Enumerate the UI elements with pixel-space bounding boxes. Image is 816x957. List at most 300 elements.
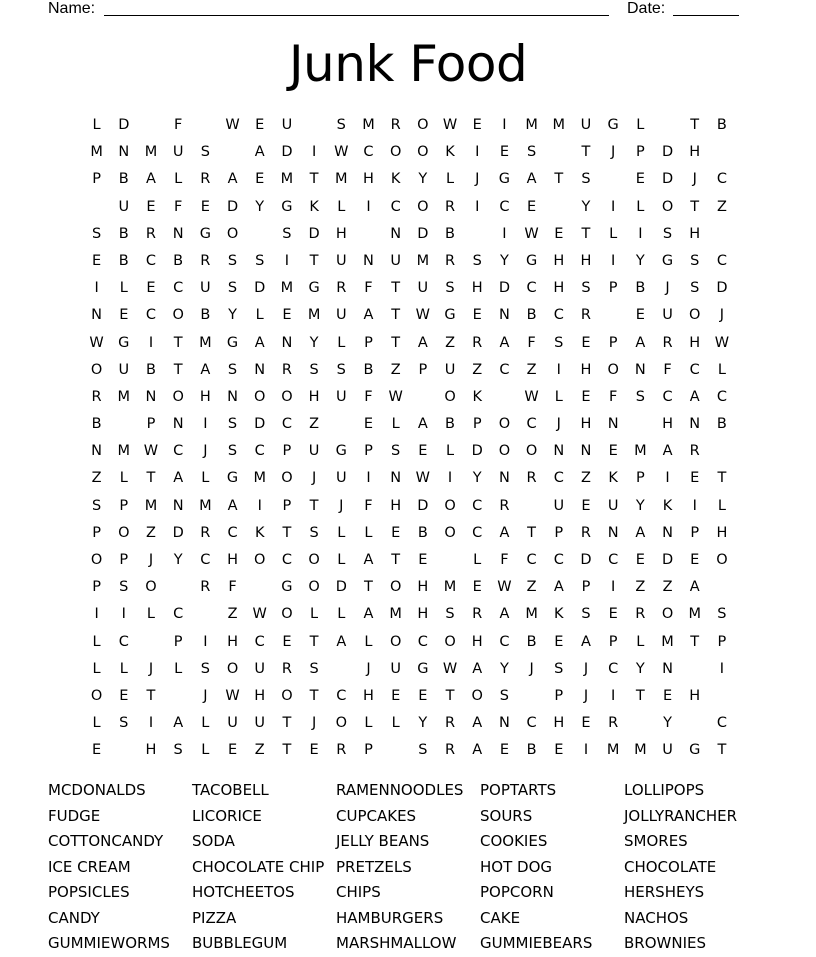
grid-cell[interactable]: U <box>227 715 238 732</box>
grid-cell[interactable]: Z <box>662 579 673 596</box>
grid-cell[interactable]: E <box>581 497 591 514</box>
grid-cell[interactable]: R <box>145 225 156 242</box>
grid-cell[interactable]: B <box>363 361 374 378</box>
grid-cell[interactable] <box>110 411 137 438</box>
grid-cell[interactable]: Z <box>390 361 401 378</box>
grid-cell[interactable]: N <box>662 660 673 677</box>
grid-cell[interactable]: T <box>391 334 401 351</box>
grid-cell[interactable]: P <box>92 579 101 596</box>
grid-cell[interactable] <box>600 166 627 193</box>
grid-cell[interactable]: P <box>282 497 292 514</box>
grid-cell[interactable]: L <box>391 715 400 732</box>
grid-cell[interactable]: E <box>146 198 156 215</box>
grid-cell[interactable]: E <box>282 633 292 650</box>
grid-cell[interactable]: N <box>145 388 157 405</box>
grid-cell[interactable]: W <box>497 579 512 596</box>
grid-cell[interactable]: D <box>661 171 674 188</box>
grid-cell[interactable]: E <box>690 552 700 568</box>
grid-cell[interactable]: U <box>390 660 401 677</box>
grid-cell[interactable]: R <box>200 252 211 269</box>
grid-cell[interactable]: E <box>635 171 645 188</box>
grid-cell[interactable]: E <box>690 470 700 487</box>
grid-cell[interactable]: J <box>665 280 670 297</box>
grid-cell[interactable]: Z <box>146 524 156 541</box>
grid-cell[interactable]: F <box>364 388 373 405</box>
grid-cell[interactable]: R <box>635 606 646 623</box>
grid-cell[interactable]: M <box>634 443 647 460</box>
grid-cell[interactable]: E <box>662 687 673 704</box>
grid-cell[interactable]: W <box>225 117 240 133</box>
grid-cell[interactable]: A <box>689 388 700 405</box>
grid-cell[interactable]: A <box>472 660 483 677</box>
grid-cell[interactable]: Z <box>526 579 537 596</box>
grid-cell[interactable]: T <box>717 470 727 487</box>
grid-cell[interactable]: R <box>390 117 401 133</box>
grid-cell[interactable]: M <box>389 606 402 623</box>
grid-cell[interactable]: F <box>228 579 237 596</box>
grid-cell[interactable]: P <box>690 524 700 541</box>
grid-cell[interactable]: O <box>335 715 347 732</box>
grid-cell[interactable]: J <box>692 171 697 188</box>
grid-cell[interactable]: M <box>661 633 674 650</box>
grid-cell[interactable]: H <box>199 388 211 405</box>
grid-cell[interactable]: C <box>173 443 184 460</box>
grid-cell[interactable]: O <box>389 633 402 650</box>
grid-cell[interactable]: O <box>498 443 511 460</box>
grid-cell[interactable]: E <box>527 198 537 215</box>
grid-cell[interactable]: K <box>662 497 673 514</box>
grid-cell[interactable]: A <box>689 579 700 596</box>
grid-cell[interactable]: E <box>608 443 618 460</box>
grid-cell[interactable]: U <box>281 117 293 133</box>
grid-cell[interactable]: U <box>118 198 130 215</box>
grid-cell[interactable]: U <box>662 307 673 324</box>
grid-cell[interactable]: D <box>254 280 266 297</box>
grid-cell[interactable]: R <box>499 497 510 514</box>
grid-cell[interactable]: D <box>471 443 483 460</box>
grid-cell[interactable]: T <box>690 117 700 133</box>
grid-cell[interactable]: C <box>254 443 265 460</box>
grid-cell[interactable]: M <box>606 742 620 759</box>
grid-cell[interactable]: Z <box>472 361 483 378</box>
grid-cell[interactable]: S <box>554 334 564 351</box>
grid-cell[interactable]: C <box>200 552 211 568</box>
grid-cell[interactable]: L <box>174 171 183 188</box>
grid-cell[interactable]: E <box>499 144 509 161</box>
grid-cell[interactable]: N <box>580 443 592 460</box>
grid-cell[interactable]: I <box>583 742 589 759</box>
grid-cell[interactable]: E <box>472 307 482 324</box>
grid-cell[interactable]: E <box>554 633 564 650</box>
grid-cell[interactable]: E <box>119 687 129 704</box>
grid-cell[interactable] <box>165 683 192 710</box>
grid-cell[interactable]: D <box>417 497 429 514</box>
grid-cell[interactable]: S <box>227 252 238 269</box>
grid-cell[interactable]: C <box>499 361 510 378</box>
grid-cell[interactable]: T <box>364 579 373 596</box>
grid-cell[interactable]: I <box>475 198 480 215</box>
grid-cell[interactable]: K <box>390 171 401 188</box>
grid-cell[interactable]: L <box>609 225 618 242</box>
grid-cell[interactable]: D <box>335 579 347 596</box>
grid-cell[interactable]: E <box>581 334 591 351</box>
grid-cell[interactable]: H <box>662 416 673 433</box>
grid-cell[interactable]: N <box>390 225 402 242</box>
grid-cell[interactable]: W <box>714 334 730 351</box>
grid-cell[interactable]: G <box>417 660 429 677</box>
grid-cell[interactable]: E <box>418 687 428 704</box>
grid-cell[interactable]: O <box>118 524 130 541</box>
grid-cell[interactable] <box>409 384 436 411</box>
grid-cell[interactable]: R <box>472 334 483 351</box>
grid-cell[interactable]: W <box>524 225 539 242</box>
grid-cell[interactable]: M <box>307 307 321 324</box>
grid-cell[interactable]: D <box>254 416 266 433</box>
grid-cell[interactable]: H <box>580 252 592 269</box>
grid-cell[interactable]: R <box>91 388 102 405</box>
grid-cell[interactable]: C <box>553 552 564 568</box>
grid-cell[interactable]: N <box>227 388 238 405</box>
grid-cell[interactable]: R <box>444 252 456 269</box>
grid-cell[interactable]: U <box>553 497 565 514</box>
grid-cell[interactable]: R <box>200 524 211 541</box>
grid-cell[interactable]: C <box>145 252 157 269</box>
grid-cell[interactable]: G <box>525 252 538 269</box>
grid-cell[interactable]: S <box>200 144 210 161</box>
grid-cell[interactable]: H <box>580 361 592 378</box>
grid-cell[interactable]: C <box>526 416 537 433</box>
grid-cell[interactable]: G <box>661 252 674 269</box>
grid-cell[interactable]: S <box>309 361 319 378</box>
grid-cell[interactable]: T <box>690 198 700 215</box>
grid-cell[interactable]: N <box>118 144 130 161</box>
grid-cell[interactable]: P <box>635 470 645 487</box>
grid-cell[interactable]: I <box>502 117 507 133</box>
grid-cell[interactable] <box>681 710 708 737</box>
grid-cell[interactable]: J <box>475 171 480 188</box>
grid-cell[interactable]: O <box>417 144 429 161</box>
grid-cell[interactable]: S <box>581 171 591 188</box>
grid-cell[interactable]: M <box>144 497 158 514</box>
grid-cell[interactable]: I <box>203 416 208 433</box>
grid-cell[interactable]: Z <box>635 579 646 596</box>
grid-cell[interactable]: P <box>554 524 564 541</box>
grid-cell[interactable]: M <box>362 117 375 133</box>
grid-cell[interactable]: B <box>417 524 428 541</box>
grid-cell[interactable]: O <box>90 361 103 378</box>
grid-cell[interactable]: R <box>608 715 619 732</box>
grid-cell[interactable]: E <box>309 742 319 759</box>
grid-cell[interactable]: H <box>254 687 266 704</box>
grid-cell[interactable]: I <box>121 606 126 623</box>
grid-cell[interactable]: H <box>553 280 565 297</box>
grid-cell[interactable] <box>137 112 164 139</box>
grid-cell[interactable]: I <box>638 225 643 242</box>
grid-cell[interactable]: P <box>472 416 482 433</box>
grid-cell[interactable]: M <box>144 144 158 161</box>
grid-cell[interactable]: H <box>363 687 374 704</box>
grid-cell[interactable]: Y <box>663 715 672 732</box>
grid-cell[interactable]: B <box>526 633 537 650</box>
grid-cell[interactable]: Y <box>499 252 509 269</box>
grid-cell[interactable]: I <box>611 579 616 596</box>
grid-cell[interactable]: N <box>91 307 103 324</box>
grid-cell[interactable]: N <box>390 470 402 487</box>
grid-cell[interactable]: C <box>716 388 727 405</box>
grid-cell[interactable]: O <box>444 524 456 541</box>
grid-cell[interactable]: T <box>690 633 700 650</box>
date-blank-line[interactable] <box>673 15 739 16</box>
grid-cell[interactable]: E <box>391 524 401 541</box>
grid-cell[interactable]: P <box>364 742 373 759</box>
grid-cell[interactable]: M <box>525 117 538 133</box>
grid-cell[interactable]: L <box>92 715 101 732</box>
grid-cell[interactable]: P <box>119 552 129 568</box>
grid-cell[interactable]: T <box>146 687 156 704</box>
grid-cell[interactable]: M <box>335 171 348 188</box>
grid-cell[interactable]: L <box>473 552 482 568</box>
grid-cell[interactable]: B <box>145 361 156 378</box>
grid-cell[interactable]: P <box>146 416 156 433</box>
grid-cell[interactable]: P <box>635 144 645 161</box>
grid-cell[interactable]: A <box>363 606 374 623</box>
grid-cell[interactable]: C <box>499 198 510 215</box>
grid-cell[interactable] <box>708 139 735 166</box>
grid-cell[interactable]: O <box>281 388 293 405</box>
grid-cell[interactable]: O <box>172 388 184 405</box>
grid-cell[interactable]: P <box>364 334 373 351</box>
grid-cell[interactable]: T <box>173 334 183 351</box>
grid-cell[interactable] <box>708 574 735 601</box>
grid-cell[interactable]: R <box>662 334 673 351</box>
grid-cell[interactable]: S <box>91 497 102 514</box>
grid-cell[interactable]: Y <box>635 252 645 269</box>
grid-cell[interactable]: D <box>172 524 184 541</box>
grid-cell[interactable]: B <box>716 416 727 433</box>
grid-cell[interactable]: U <box>444 361 456 378</box>
grid-cell[interactable]: J <box>719 307 725 324</box>
grid-cell[interactable]: B <box>526 742 537 759</box>
grid-cell[interactable]: E <box>418 552 428 568</box>
grid-cell[interactable]: U <box>308 443 320 460</box>
grid-cell[interactable]: O <box>226 660 239 677</box>
grid-cell[interactable]: W <box>442 660 458 677</box>
grid-cell[interactable]: P <box>173 633 183 650</box>
grid-cell[interactable]: T <box>309 171 319 188</box>
grid-cell[interactable]: U <box>580 117 592 133</box>
grid-cell[interactable]: S <box>717 606 727 623</box>
grid-cell[interactable]: N <box>553 443 565 460</box>
grid-cell[interactable]: A <box>173 715 184 732</box>
grid-cell[interactable]: Z <box>91 470 102 487</box>
grid-cell[interactable]: L <box>201 470 210 487</box>
grid-cell[interactable]: U <box>417 280 429 297</box>
grid-cell[interactable]: H <box>689 144 701 161</box>
grid-cell[interactable] <box>355 221 382 248</box>
grid-cell[interactable]: G <box>689 742 701 759</box>
grid-cell[interactable]: T <box>309 633 319 650</box>
grid-cell[interactable]: N <box>172 497 184 514</box>
grid-cell[interactable]: G <box>308 280 320 297</box>
grid-cell[interactable] <box>518 493 545 520</box>
grid-cell[interactable]: E <box>581 715 591 732</box>
grid-cell[interactable]: U <box>335 388 347 405</box>
grid-cell[interactable]: U <box>662 742 673 759</box>
grid-cell[interactable]: F <box>527 334 536 351</box>
grid-cell[interactable]: P <box>581 579 591 596</box>
grid-cell[interactable]: J <box>556 416 561 433</box>
grid-cell[interactable]: M <box>443 579 457 596</box>
grid-cell[interactable] <box>627 411 654 438</box>
grid-cell[interactable]: L <box>119 470 128 487</box>
grid-cell[interactable]: Y <box>418 715 428 732</box>
grid-cell[interactable] <box>545 139 572 166</box>
grid-cell[interactable]: S <box>662 225 673 242</box>
grid-cell[interactable] <box>382 737 409 764</box>
grid-cell[interactable]: A <box>581 633 591 650</box>
grid-cell[interactable] <box>192 601 219 628</box>
grid-cell[interactable]: Z <box>445 334 455 351</box>
grid-cell[interactable]: C <box>145 307 157 324</box>
grid-cell[interactable]: S <box>309 524 319 541</box>
grid-cell[interactable]: Y <box>635 660 645 677</box>
grid-cell[interactable]: S <box>690 252 700 269</box>
grid-cell[interactable]: O <box>281 606 293 623</box>
grid-cell[interactable]: I <box>611 198 616 215</box>
grid-cell[interactable]: O <box>389 579 402 596</box>
grid-cell[interactable]: Y <box>228 307 237 324</box>
grid-cell[interactable]: C <box>553 470 564 487</box>
grid-cell[interactable]: F <box>364 497 373 514</box>
grid-cell[interactable]: P <box>717 633 727 650</box>
grid-cell[interactable]: L <box>337 524 346 541</box>
grid-cell[interactable]: J <box>339 497 344 514</box>
grid-cell[interactable]: L <box>92 633 101 650</box>
grid-cell[interactable] <box>545 194 572 221</box>
grid-cell[interactable]: I <box>257 497 262 514</box>
grid-cell[interactable]: O <box>471 687 483 704</box>
grid-cell[interactable]: E <box>200 198 210 215</box>
grid-cell[interactable]: G <box>498 171 511 188</box>
grid-cell[interactable]: O <box>716 552 728 568</box>
grid-cell[interactable]: N <box>363 252 374 269</box>
grid-cell[interactable]: O <box>444 497 456 514</box>
grid-cell[interactable]: Y <box>472 470 482 487</box>
grid-cell[interactable]: K <box>254 524 265 541</box>
grid-cell[interactable]: S <box>173 742 183 759</box>
grid-cell[interactable]: D <box>716 280 728 297</box>
grid-cell[interactable]: P <box>608 280 618 297</box>
grid-cell[interactable]: E <box>499 742 509 759</box>
grid-cell[interactable]: G <box>118 334 130 351</box>
grid-cell[interactable]: N <box>281 334 293 351</box>
grid-cell[interactable]: G <box>226 334 239 351</box>
grid-cell[interactable]: D <box>308 225 320 242</box>
grid-cell[interactable] <box>627 710 654 737</box>
grid-cell[interactable]: U <box>200 280 211 297</box>
grid-cell[interactable]: J <box>311 470 317 487</box>
grid-cell[interactable]: T <box>173 361 183 378</box>
grid-cell[interactable]: J <box>583 660 589 677</box>
grid-cell[interactable]: I <box>556 361 561 378</box>
grid-cell[interactable]: N <box>607 416 619 433</box>
grid-cell[interactable]: C <box>526 715 537 732</box>
grid-cell[interactable]: E <box>418 443 428 460</box>
grid-cell[interactable] <box>328 411 355 438</box>
grid-cell[interactable]: C <box>526 552 537 568</box>
grid-cell[interactable]: G <box>281 198 293 215</box>
grid-cell[interactable]: E <box>92 742 102 759</box>
grid-cell[interactable]: I <box>475 144 480 161</box>
grid-cell[interactable]: S <box>336 117 346 133</box>
grid-cell[interactable]: P <box>282 443 292 460</box>
grid-cell[interactable]: A <box>336 633 347 650</box>
grid-cell[interactable] <box>681 656 708 683</box>
grid-cell[interactable]: L <box>364 715 373 732</box>
grid-cell[interactable]: Y <box>581 198 591 215</box>
grid-cell[interactable]: H <box>689 225 701 242</box>
grid-cell[interactable]: W <box>252 606 267 623</box>
grid-cell[interactable]: S <box>445 606 455 623</box>
grid-cell[interactable]: P <box>608 633 618 650</box>
grid-cell[interactable]: Y <box>499 660 509 677</box>
grid-cell[interactable]: A <box>472 715 483 732</box>
grid-cell[interactable]: S <box>554 660 564 677</box>
grid-cell[interactable]: L <box>174 660 183 677</box>
grid-cell[interactable]: E <box>255 171 265 188</box>
grid-cell[interactable]: A <box>526 171 537 188</box>
grid-cell[interactable]: L <box>445 171 455 188</box>
grid-cell[interactable]: C <box>472 497 483 514</box>
grid-cell[interactable]: W <box>524 388 539 405</box>
grid-cell[interactable]: C <box>281 416 292 433</box>
grid-cell[interactable] <box>219 139 246 166</box>
grid-cell[interactable]: O <box>661 198 674 215</box>
grid-cell[interactable]: B <box>526 307 537 324</box>
grid-cell[interactable]: S <box>282 225 292 242</box>
grid-cell[interactable]: U <box>335 470 347 487</box>
grid-cell[interactable]: H <box>689 334 701 351</box>
grid-cell[interactable]: T <box>717 742 727 759</box>
grid-cell[interactable]: O <box>281 470 293 487</box>
grid-cell[interactable]: I <box>94 280 99 297</box>
grid-cell[interactable]: J <box>148 660 154 677</box>
grid-cell[interactable]: N <box>689 416 701 433</box>
grid-cell[interactable]: A <box>499 334 510 351</box>
grid-cell[interactable]: G <box>607 117 619 133</box>
grid-cell[interactable]: Z <box>254 742 265 759</box>
grid-cell[interactable]: H <box>308 388 320 405</box>
grid-cell[interactable]: S <box>255 252 265 269</box>
grid-cell[interactable]: L <box>445 443 455 460</box>
grid-cell[interactable]: S <box>635 388 645 405</box>
grid-cell[interactable]: B <box>445 416 455 433</box>
grid-cell[interactable] <box>246 221 273 248</box>
grid-cell[interactable]: M <box>552 117 566 133</box>
grid-cell[interactable]: L <box>636 117 645 133</box>
grid-cell[interactable] <box>110 737 137 764</box>
grid-cell[interactable]: I <box>447 470 453 487</box>
grid-cell[interactable] <box>600 302 627 329</box>
grid-cell[interactable]: L <box>391 416 400 433</box>
grid-cell[interactable]: R <box>281 361 292 378</box>
grid-cell[interactable]: G <box>444 307 456 324</box>
grid-cell[interactable]: F <box>608 388 618 405</box>
grid-cell[interactable]: L <box>119 660 128 677</box>
grid-cell[interactable]: O <box>661 606 674 623</box>
grid-cell[interactable]: R <box>336 742 347 759</box>
grid-cell[interactable]: C <box>662 388 673 405</box>
